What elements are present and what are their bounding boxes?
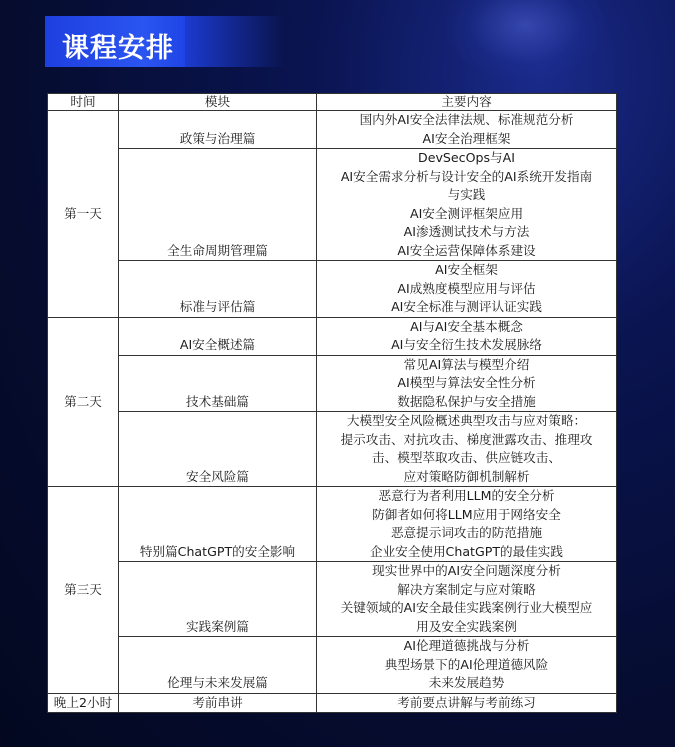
content-line: AI与安全衍生技术发展脉络: [391, 337, 542, 352]
content-line: 考前要点讲解与考前练习: [397, 694, 536, 710]
table-row: [48, 355, 617, 412]
content-line: 击、模型萃取攻击、供应链攻击、: [372, 450, 561, 465]
module-cell: 安全风险篇: [119, 412, 317, 487]
content-cell: [317, 562, 617, 637]
table-row: [48, 261, 617, 318]
content-cell: [317, 261, 617, 318]
schedule-table: [47, 93, 617, 713]
table-row: [48, 412, 617, 487]
content-line: 防御者如何将LLM应用于网络安全: [372, 506, 561, 522]
content-line: DevSecOps与AI: [418, 150, 515, 165]
day-cell: 第三天: [48, 487, 119, 694]
day-cell: 第一天: [48, 111, 119, 318]
content-cell: [317, 487, 617, 562]
content-line: 恶意提示词攻击的防范措施: [390, 525, 543, 540]
content-line: 大模型安全风险概述典型攻击与应对策略：: [346, 413, 587, 428]
content-line: AI伦理道德挑战与分析: [403, 638, 530, 653]
module-cell: 考前串讲: [119, 693, 317, 713]
page-title: 课程安排: [62, 33, 174, 64]
content-line: 企业安全使用ChatGPT的最佳实践: [369, 543, 563, 559]
content-line: AI与AI安全基本概念: [410, 318, 523, 334]
content-line: 未来发展趋势: [428, 675, 505, 690]
content-cell: [317, 355, 617, 412]
content-cell: [317, 317, 617, 355]
content-line: 常见AI算法与模型介绍: [403, 356, 530, 372]
table-row: [48, 637, 617, 694]
module-cell: 伦理与未来发展篇: [119, 637, 317, 694]
day-cell: 晚上2小时: [48, 693, 119, 713]
module-cell: 技术基础篇: [119, 355, 317, 412]
content-line: AI安全治理框架: [422, 130, 511, 146]
content-line: 现实世界中的AI安全问题深度分析: [372, 563, 561, 578]
content-line: 典型场景下的AI伦理道德风险: [384, 656, 549, 672]
header-time: 时间: [48, 94, 119, 111]
content-line: 提示攻击、对抗攻击、梯度泄露攻击、推理攻: [340, 431, 593, 447]
header-module: 模块: [119, 94, 317, 111]
background-glow: [445, 0, 605, 80]
module-cell: AI安全概述篇: [119, 317, 317, 355]
content-line: 关键领域的AI安全最佳实践案例行业大模型应: [340, 600, 593, 615]
header-row: [48, 94, 617, 111]
content-line: AI成熟度模型应用与评估: [397, 280, 536, 296]
content-line: AI安全需求分析与设计安全的AI系统开发指南: [340, 168, 593, 184]
day-cell: 第二天: [48, 317, 119, 487]
content-line: AI安全运营保障体系建设: [397, 242, 536, 258]
content-line: 应对策略防御机制解析: [403, 468, 530, 484]
module-cell: 特别篇ChatGPT的安全影响: [119, 487, 317, 562]
content-line: 用及安全实践案例: [416, 618, 517, 634]
table-row: [48, 487, 617, 562]
table-row: [48, 149, 617, 261]
content-line: 与实践: [447, 187, 486, 202]
module-cell: 全生命周期管理篇: [119, 149, 317, 261]
header-content: 主要内容: [317, 94, 617, 111]
table-row: [48, 317, 617, 355]
content-line: 恶意行为者利用LLM的安全分析: [378, 488, 555, 503]
content-cell: [317, 412, 617, 487]
content-line: AI模型与算法安全性分析: [397, 375, 536, 390]
content-line: AI渗透测试技术与方法: [403, 224, 530, 239]
content-line: AI安全测评框架应用: [409, 205, 524, 221]
table-row: [48, 111, 617, 149]
content-line: 数据隐私保护与安全措施: [397, 393, 536, 409]
table-row: [48, 562, 617, 637]
content-cell: [317, 693, 617, 713]
content-cell: [317, 111, 617, 149]
content-line: AI安全标准与测评认证实践: [391, 299, 542, 314]
content-line: 解决方案制定与应对策略: [397, 581, 536, 597]
content-line: 国内外AI安全法律法规、标准规范分析: [359, 112, 574, 127]
module-cell: 标准与评估篇: [119, 261, 317, 318]
module-cell: 政策与治理篇: [119, 111, 317, 149]
content-line: AI安全框架: [435, 262, 498, 277]
module-cell: 实践案例篇: [119, 562, 317, 637]
content-cell: [317, 149, 617, 261]
table-row: [48, 693, 617, 713]
content-cell: [317, 637, 617, 694]
